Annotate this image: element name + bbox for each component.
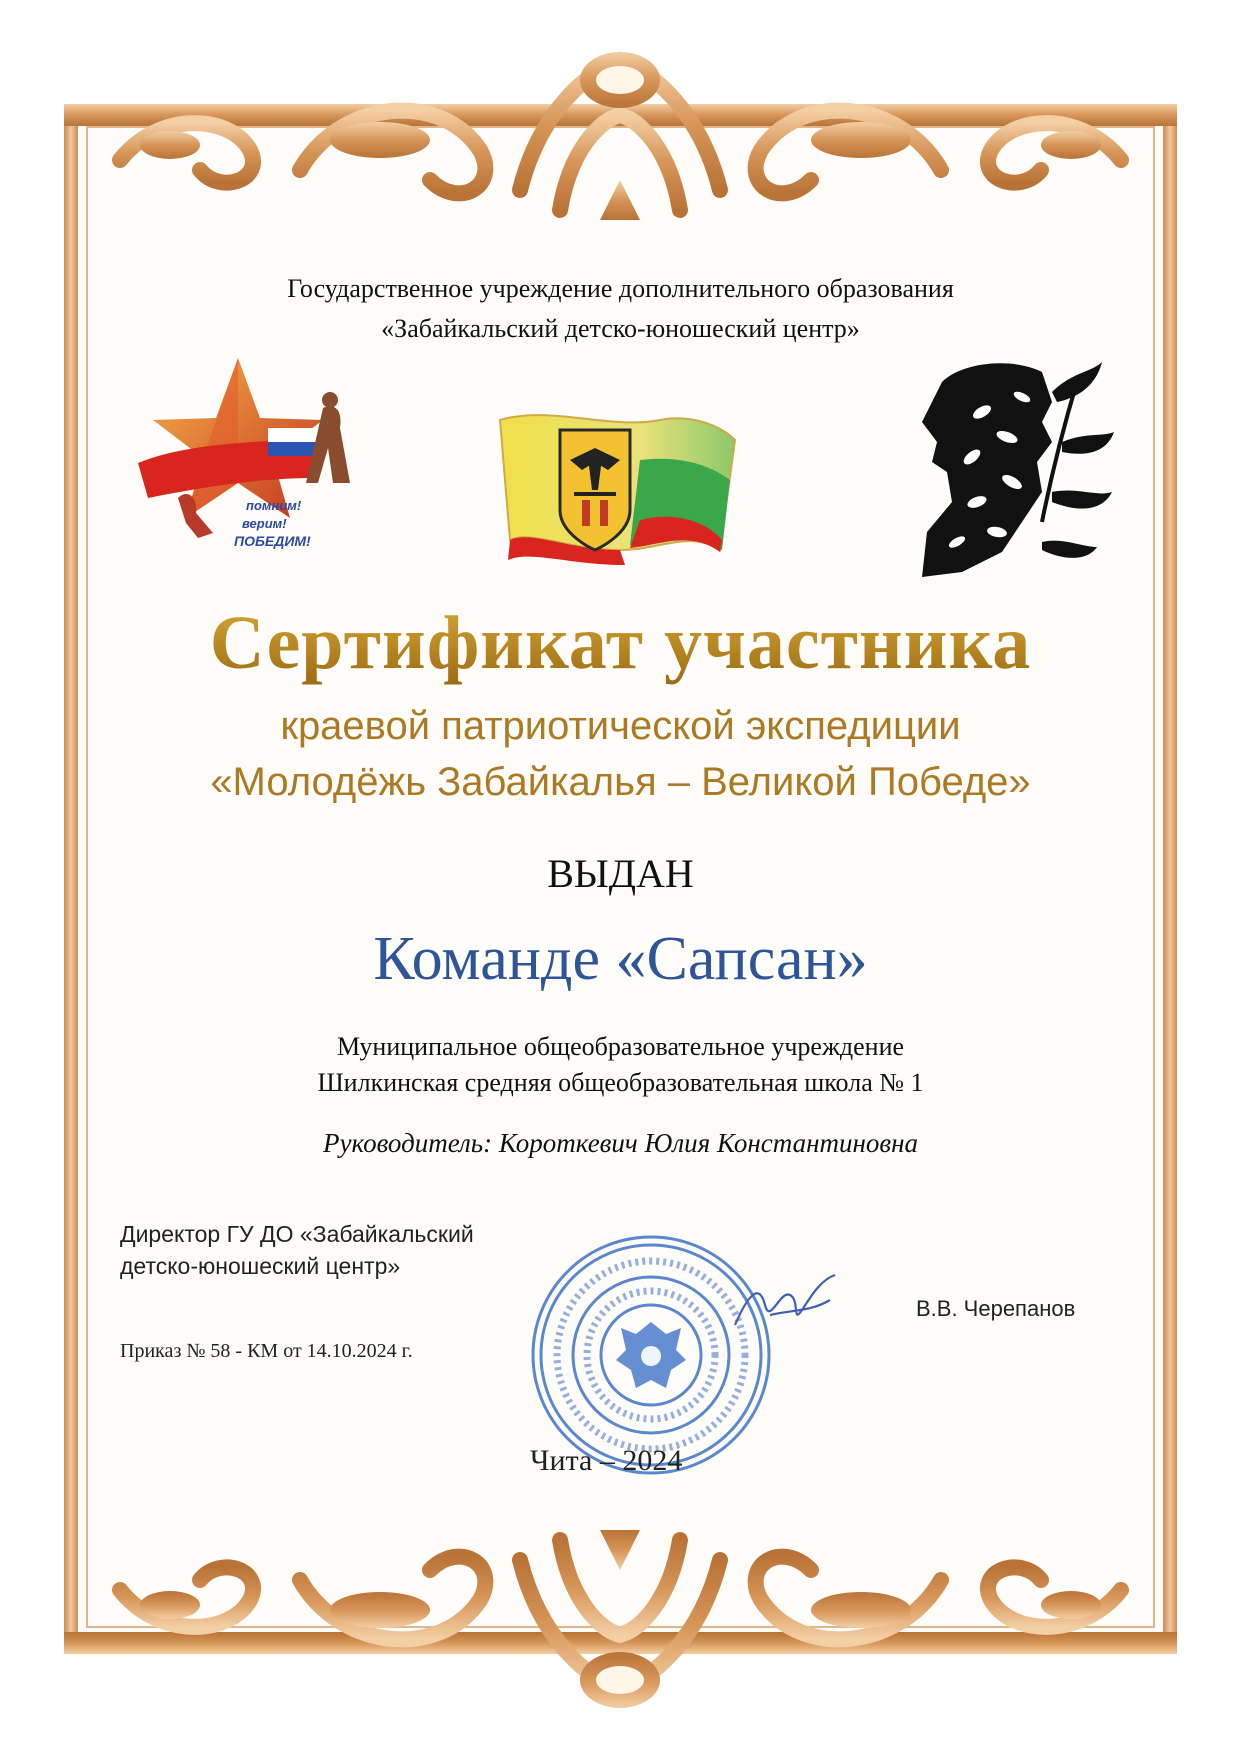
bottom-ornament xyxy=(0,1500,1241,1740)
director-title xyxy=(120,1218,590,1282)
org-name-line1: Государственное учреждение дополнительного образования xyxy=(287,274,954,303)
leader-line: Руководитель: Короткевич Юлия Константиновна xyxy=(322,1128,918,1158)
signer-name: В.В. Черепанов xyxy=(916,1296,1076,1321)
official-stamp xyxy=(526,1230,776,1480)
subtitle-line2: «Молодёжь Забайкалья – Великой Победе» xyxy=(210,760,1031,804)
victory-star-emblem xyxy=(118,348,378,568)
org-name-line2: «Забайкальский детско-юношеский центр» xyxy=(381,314,860,343)
school-line1: Муниципальное общеобразовательное учреждение xyxy=(336,1032,905,1061)
school-line2: Шилкинская средняя общеобразовательная школа № 1 xyxy=(317,1068,924,1097)
director-line1: Директор ГУ ДО «Забайкальский xyxy=(120,1221,474,1247)
slogan-line2: верим! xyxy=(242,516,287,531)
recipient-name: Команде «Сапсан» xyxy=(373,925,868,993)
slogan-line1: помним! xyxy=(246,498,302,513)
city-year: Чита – 2024 xyxy=(530,1444,683,1477)
director-signature xyxy=(730,1270,840,1340)
certificate-title: Сертификат участника xyxy=(0,600,1241,687)
slogan-line3: ПОБЕДИМ! xyxy=(234,533,311,549)
order-reference: Приказ № 58 - КМ от 14.10.2024 г. xyxy=(120,1340,413,1362)
top-ornament xyxy=(0,20,1241,250)
profile-tree-emblem xyxy=(902,352,1122,592)
subtitle-line1: краевой патриотической экспедиции xyxy=(280,704,961,748)
zabaikalsky-flag-emblem xyxy=(490,400,740,570)
issued-label: ВЫДАН xyxy=(547,851,694,896)
director-line2: детско-юношеский центр» xyxy=(120,1253,401,1279)
